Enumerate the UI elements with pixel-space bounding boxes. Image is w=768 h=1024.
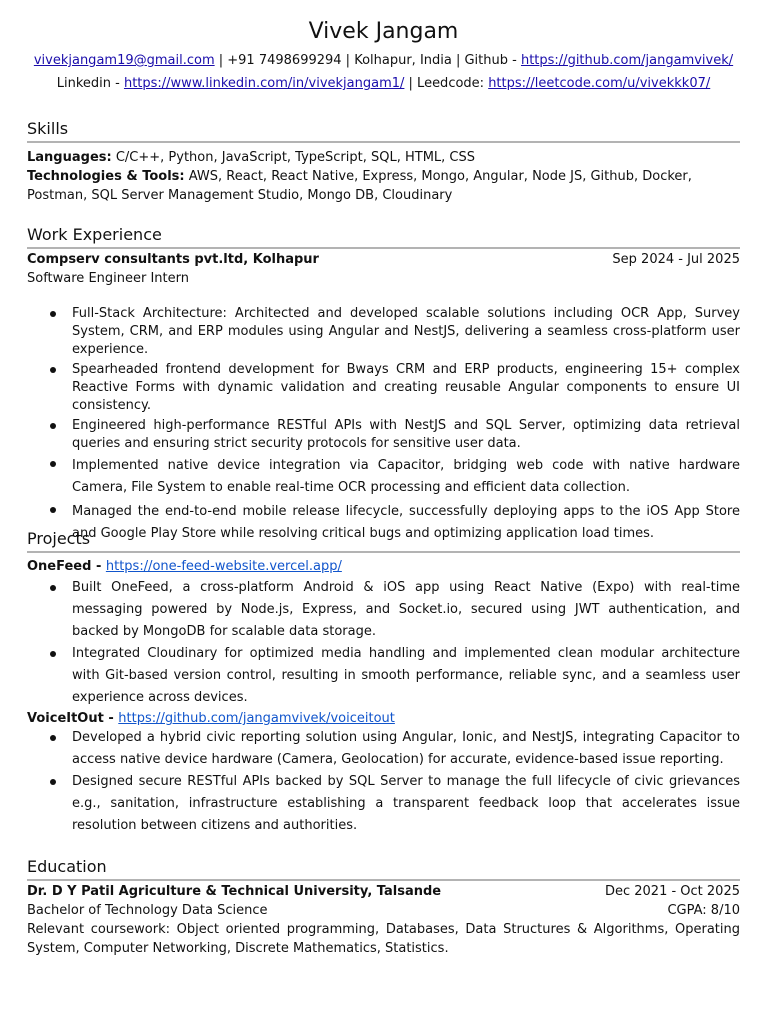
project-voiceitout-link[interactable]: https://github.com/jangamvivek/voiceitout (118, 711, 395, 726)
project-onefeed-name: OneFeed - (27, 559, 106, 574)
tools-label: Technologies & Tools: (27, 169, 185, 184)
projects-heading: Projects (27, 529, 740, 553)
work-company: Compserv consultants pvt.ltd, Kolhapur (27, 252, 319, 267)
list-item: Developed a hybrid civic reporting solution using Angular, Ionic, and NestJS, integrating Capacitor to access native device hardware (Camera, Geolocation) for accurate, evidence-based issue reporting. (27, 727, 740, 771)
phone-location-text: | +91 7498699294 | Kolhapur, India | Github - (214, 53, 521, 68)
work-heading: Work Experience (27, 225, 740, 249)
email-link[interactable]: vivekjangam19@gmail.com (33, 53, 215, 68)
list-item: Managed the end-to-end mobile release lifecycle, successfully deploying apps to the iOS App Store and Google Play Store while resolving critical bugs and optimizing application load times. (27, 501, 740, 545)
languages-value: C/C++, Python, JavaScript, TypeScript, SQL, HTML, CSS (111, 150, 476, 165)
tools-value: AWS, React, React Native, Express, Mongo, Angular, Node JS, Github, Docker, Postman, SQL Server Management Studio, Mongo DB, Cloudinary (27, 169, 692, 203)
education-degree-row (27, 901, 740, 920)
linkedin-label: Linkedin - (56, 76, 124, 91)
list-item: Engineered high-performance RESTful APIs with NestJS and SQL Server, optimizing data retrieval queries and ensuring strict security protocols for sensitive user data. (27, 417, 740, 453)
project-onefeed-bullets (27, 577, 740, 709)
leetcode-label: | Leedcode: (404, 76, 489, 91)
education-heading: Education (27, 857, 740, 881)
work-company-row (27, 250, 740, 269)
education-dates: Dec 2021 - Oct 2025 (604, 884, 740, 899)
education-cgpa: CGPA: 8/10 (667, 903, 740, 918)
list-item: Designed secure RESTful APIs backed by SQL Server to manage the full lifecycle of civic grievances e.g., sanitation, infrastructure establishing a transparent feedback loop that accelerates issue resolution between citizens and authorities. (27, 771, 740, 837)
skills-tools (27, 167, 740, 205)
education-degree: Bachelor of Technology Data Science (27, 903, 268, 918)
list-item: Implemented native device integration via Capacitor, bridging web code with native hardware Camera, File System to enable real-time OCR processing and efficient data collection. (27, 455, 740, 499)
languages-label: Languages: (27, 150, 112, 165)
contact-line-2 (27, 76, 740, 92)
github-link[interactable]: https://github.com/jangamvivek/ (520, 53, 734, 68)
education-coursework: Relevant coursework: Object oriented programming, Databases, Data Structures & Algorithms, Operating System, Computer Networking, Discrete Mathematics, Statistics. (27, 922, 740, 956)
skills-languages (27, 148, 740, 167)
work-bullets (27, 305, 740, 547)
work-dates: Sep 2024 - Jul 2025 (612, 252, 740, 267)
education-school-row (27, 882, 740, 901)
project-voiceitout-bullets (27, 727, 740, 837)
skills-heading: Skills (27, 119, 740, 143)
list-item: Integrated Cloudinary for optimized media handling and implemented clean modular architecture with Git-based version control, resulting in smooth performance, reliable sync, and a seamless user experience across devices. (27, 643, 740, 709)
list-item: Spearheaded frontend development for Bways CRM and ERP products, engineering 15+ complex Reactive Forms with dynamic validation and creating reusable Angular components to ensure UI consistency. (27, 361, 740, 415)
linkedin-link[interactable]: https://www.linkedin.com/in/vivekjangam1/ (123, 76, 405, 91)
contact-line-1 (27, 53, 740, 69)
candidate-name: Vivek Jangam (308, 19, 459, 44)
project-voiceitout-title (27, 709, 740, 728)
list-item: Built OneFeed, a cross-platform Android & iOS app using React Native (Expo) with real-time messaging powered by Node.js, Express, and Socket.io, secured using JWT authentication, and backed by MongoDB for scalable data storage. (27, 577, 740, 643)
project-voiceitout-name: VoiceItOut - (27, 711, 119, 726)
education-school: Dr. D Y Patil Agriculture & Technical University, Talsande (27, 884, 442, 899)
project-onefeed-link[interactable]: https://one-feed-website.vercel.app/ (105, 559, 342, 574)
leetcode-link[interactable]: https://leetcode.com/u/vivekkk07/ (488, 76, 711, 91)
project-onefeed-title (27, 557, 740, 576)
list-item: Full-Stack Architecture: Architected and developed scalable solutions including OCR App, Survey System, CRM, and ERP modules using Angular and NestJS, delivering a seamless cross-platform user experience. (27, 305, 740, 359)
work-role: Software Engineer Intern (27, 271, 189, 286)
